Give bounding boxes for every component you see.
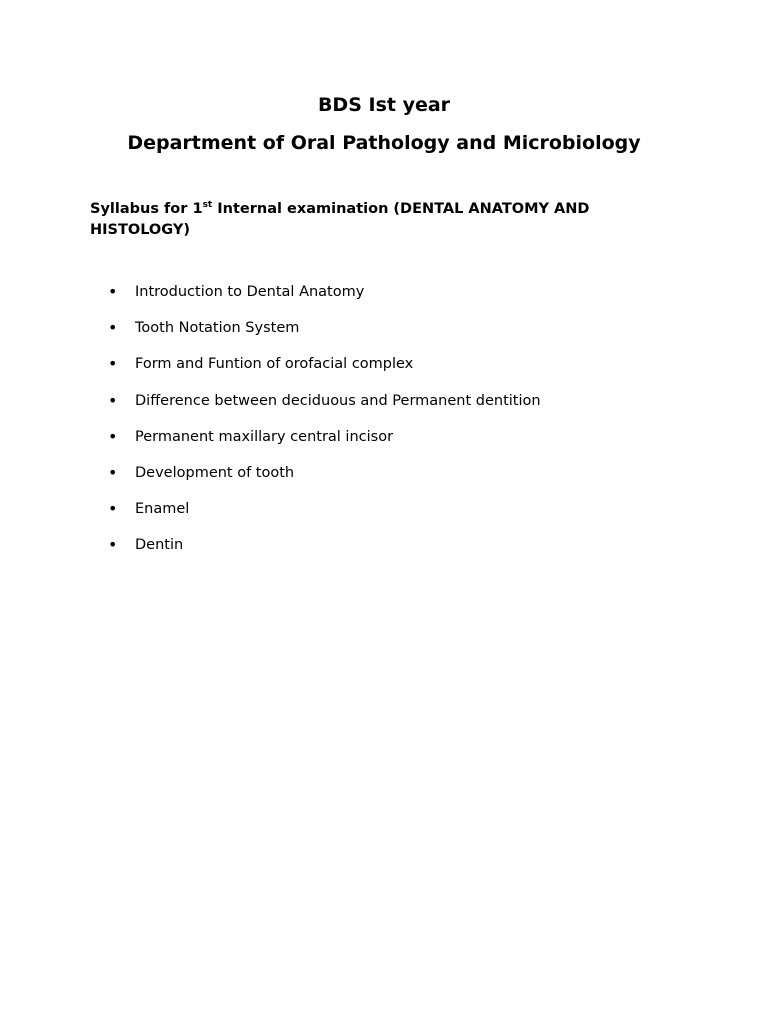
- topic-text: Dentin: [135, 537, 184, 554]
- topic-text: Form and Funtion of orofacial complex: [135, 356, 414, 373]
- topic-text: Permanent maxillary central incisor: [135, 428, 394, 445]
- list-item: [108, 353, 541, 389]
- bullet-icon: •: [108, 318, 118, 338]
- topic-text: Introduction to Dental Anatomy: [135, 284, 365, 300]
- list-item: [108, 426, 541, 462]
- bullet-icon: •: [108, 426, 118, 446]
- bullet-icon: •: [108, 462, 118, 482]
- bullet-icon: •: [108, 282, 118, 301]
- document-title: BDS Ist year: [317, 94, 451, 116]
- list-item: [108, 534, 541, 570]
- syllabus-heading-prefix: Syllabus for 1: [90, 201, 203, 217]
- topic-text: Tooth Notation System: [135, 320, 300, 337]
- syllabus-heading: [90, 199, 650, 241]
- bullet-icon: •: [108, 354, 118, 374]
- list-item: [108, 317, 541, 353]
- bullet-icon: •: [108, 535, 118, 555]
- list-item: [108, 281, 541, 317]
- syllabus-heading-suffix: Internal examination (DENTAL ANATOMY AND HISTOLOGY): [90, 201, 590, 238]
- bullet-icon: •: [108, 390, 118, 410]
- topic-text: Enamel: [135, 501, 190, 518]
- department-title: Department of Oral Pathology and Microbiology: [127, 132, 641, 154]
- topic-list: [108, 281, 541, 571]
- list-item: [108, 498, 541, 534]
- bullet-icon: •: [108, 499, 118, 519]
- list-item: [108, 462, 541, 498]
- syllabus-heading-superscript: st: [202, 200, 213, 210]
- topic-text: Development of tooth: [135, 464, 295, 481]
- list-item: [108, 390, 541, 426]
- topic-text: Difference between deciduous and Permanent dentition: [135, 392, 541, 409]
